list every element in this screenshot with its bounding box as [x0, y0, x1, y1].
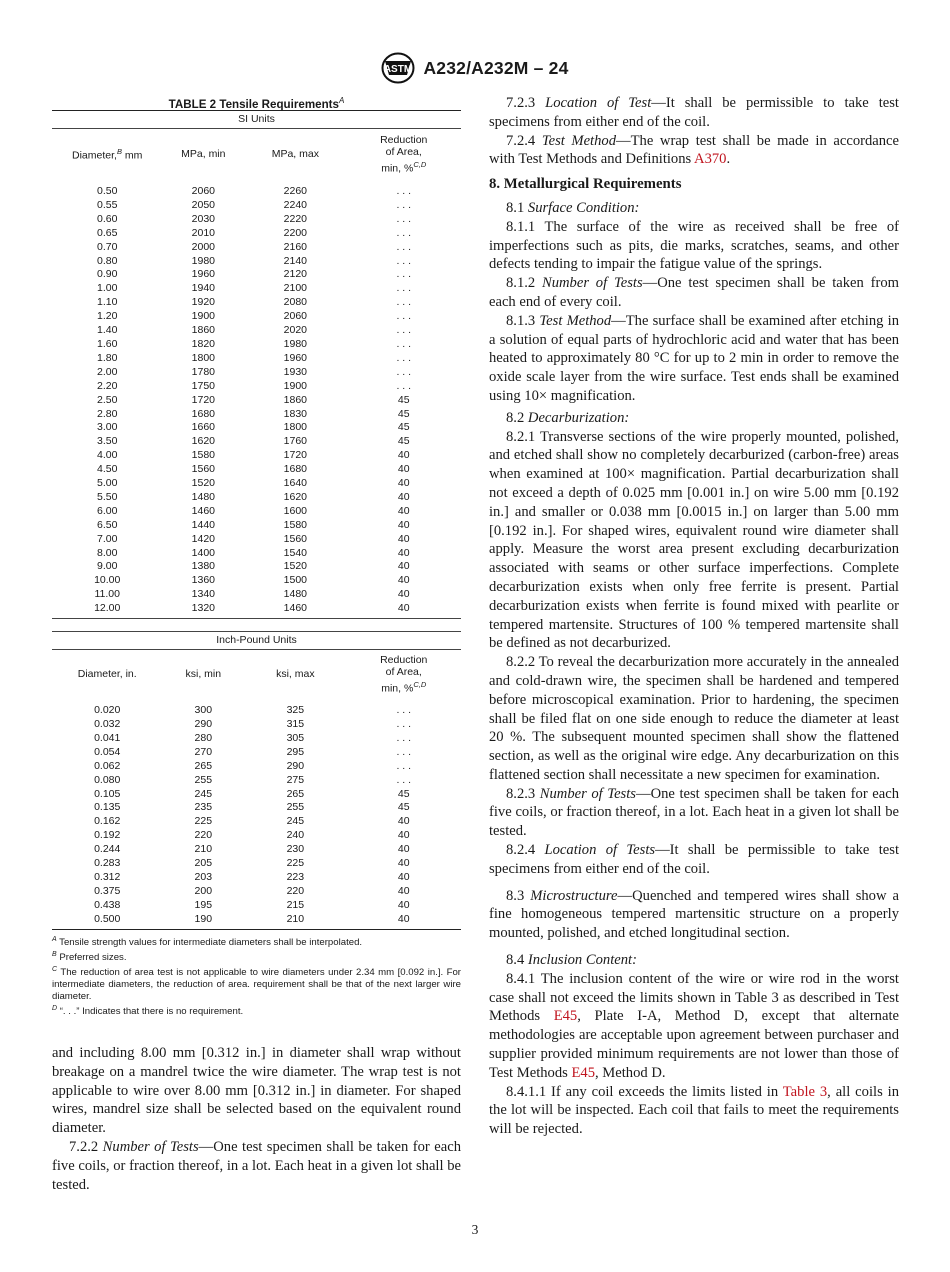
table-row [52, 774, 461, 788]
table-cell: 220 [194, 829, 213, 842]
table-cell: 0.283 [94, 857, 121, 870]
table-caption: TABLE 2 Tensile Requirements$^A$ [168, 96, 345, 111]
table-cell: 1900 [283, 379, 308, 392]
table-cell: 2240 [283, 198, 308, 211]
table-cell: 0.65 [96, 226, 118, 239]
table-cell: 1.80 [96, 351, 118, 364]
table-cell: 6.00 [96, 504, 118, 517]
table-cell: 190 [194, 912, 213, 925]
table-cell: 2200 [283, 226, 308, 239]
table-cell: 1720 [191, 393, 215, 406]
table-cell: 1750 [191, 379, 215, 392]
col-reduction-of-area: Reduction of Area, min, %$^{C,D}$ [380, 133, 428, 174]
inch-pound-units-table [52, 650, 461, 927]
table-cell: 1780 [191, 365, 215, 378]
table-row [52, 718, 461, 732]
table-cell: 40 [397, 532, 410, 545]
table-cell: 45 [397, 435, 410, 448]
table-row [52, 519, 461, 533]
table-cell: 0.041 [94, 731, 121, 744]
table-row [52, 704, 461, 718]
table-cell: 12.00 [94, 602, 121, 615]
paragraph-8-1: 8.1 Surface Condition: [506, 199, 640, 216]
table-cell: 2220 [283, 212, 308, 225]
astm-logo-text: ASTM [384, 64, 413, 75]
table-cell: 40 [397, 870, 410, 883]
paragraph-8-2-3: 8.2.3 Number of Tests—One test specimen shall be taken for each five coils, or fraction thereof, in a lot. Each heat in a given lot shall be tested. [489, 785, 899, 840]
table-row [52, 324, 461, 338]
table-cell: 305 [286, 731, 305, 744]
table-cell: 1560 [283, 532, 308, 545]
table-row [52, 899, 461, 913]
table-cell: 230 [286, 843, 305, 856]
table-cell: 9.00 [96, 560, 118, 573]
table-cell: 3.50 [96, 435, 118, 448]
table-row [52, 547, 461, 561]
table-cell: 1480 [191, 490, 215, 503]
link-a370[interactable]: A370 [694, 151, 727, 168]
table-row [52, 574, 461, 588]
table-cell: 1680 [191, 407, 215, 420]
table-cell: 7.00 [96, 532, 118, 545]
table-row [52, 310, 461, 324]
table-cell: . . . [396, 351, 412, 364]
paragraph-7-2-1-continued: and including 8.00 mm [0.312 in.] in diameter shall wrap without breakage on a mandrel twice the wire diameter. The wrap test is not applicable to wire over 8.00 mm [0.312 in.] in diameter. For shaped wires, mandrel size shall be selected based on the equivalent round diameter. [52, 1045, 461, 1137]
table-cell: 1960 [283, 351, 308, 364]
table-cell: 1340 [191, 588, 215, 601]
document-designation: A232/A232M – 24 [423, 57, 569, 78]
table-cell: 1.60 [96, 337, 118, 350]
table-cell: 1980 [283, 337, 308, 350]
table-cell: 290 [194, 718, 213, 730]
table-cell: 1900 [191, 310, 215, 323]
paragraph-8-3: 8.3 Microstructure—Quenched and tempered wires shall show a fine homogeneous tempered martensitic structure on a properly mounted, polished, and etched longitudinal section. [489, 887, 899, 942]
table-cell: 205 [194, 857, 213, 870]
table-cell: 2.00 [96, 365, 118, 378]
table-cell: 235 [194, 801, 213, 814]
table-row [52, 588, 461, 602]
left-column-text [52, 1044, 461, 1194]
table-cell: 40 [397, 829, 410, 842]
table-cell: . . . [396, 745, 412, 758]
table-cell: 245 [194, 787, 213, 800]
table-row [52, 801, 461, 815]
table-cell: 223 [286, 870, 305, 883]
table-cell: 2030 [191, 212, 215, 225]
table-cell: 1820 [191, 337, 215, 350]
table-cell: . . . [396, 759, 412, 772]
table-cell: 1860 [191, 324, 215, 337]
table-cell: 45 [397, 787, 410, 800]
table-row [52, 366, 461, 380]
table-row [52, 477, 461, 491]
page-header [0, 52, 950, 89]
paragraph-8-1-1: 8.1.1 The surface of the wire as received shall be free of imperfections such as pits, die marks, scratches, seams, and other defects tending to impair the fatigue value of the springs. [489, 218, 899, 273]
table-cell: 325 [286, 704, 305, 717]
table-cell: 2000 [191, 240, 215, 253]
table-cell: 210 [194, 843, 213, 856]
table-cell: . . . [396, 198, 412, 211]
table-row [52, 857, 461, 871]
table-cell: 6.50 [96, 518, 118, 531]
table-cell: . . . [396, 773, 412, 786]
table-cell: 45 [397, 801, 410, 814]
table-cell: 1960 [191, 268, 215, 281]
table-cell: 1800 [283, 421, 308, 434]
table-cell: 1.20 [96, 310, 118, 323]
table-cell: 1860 [283, 393, 308, 406]
table-cell: 0.135 [94, 801, 121, 814]
table-cell: 0.062 [94, 759, 121, 772]
table-row [52, 255, 461, 269]
table-cell: 0.192 [94, 829, 121, 842]
astm-logo-icon [381, 52, 415, 84]
table-cell: 265 [286, 787, 305, 800]
table-cell: 1800 [191, 351, 215, 364]
table-cell: 2.20 [96, 379, 118, 392]
table-row [52, 435, 461, 449]
table-cell: 220 [286, 884, 305, 897]
table-row [52, 871, 461, 885]
paragraph-8-1-3: 8.1.3 Test Method—The surface shall be examined after etching in a solution of equal parts of hydrochloric acid and water that has been heated to approximately 80 °C for up to 2 min in order to remove the oxide scale layer from the wire surface. Test ends shall be examined using 10× magnification. [489, 312, 899, 404]
table-cell: 1920 [191, 296, 215, 309]
table-row [52, 746, 461, 760]
table-cell: 40 [397, 815, 410, 828]
table-cell: 1600 [283, 504, 308, 517]
table-cell: 40 [397, 588, 410, 601]
table-cell: 40 [397, 490, 410, 503]
table-cell: 45 [397, 407, 410, 420]
table-cell: . . . [396, 254, 412, 267]
table-cell: 40 [397, 857, 410, 870]
table-cell: 1560 [191, 463, 215, 476]
si-units-title: SI Units [238, 113, 275, 125]
table-cell: 1580 [283, 518, 308, 531]
table-cell: 225 [194, 815, 213, 828]
footnote-a: $^A$ Tensile strength values for intermediate diameters shall be interpolated. [52, 935, 363, 948]
table-row [52, 788, 461, 802]
table-cell: 225 [286, 857, 305, 870]
table-cell: 255 [194, 773, 213, 786]
table-cell: 8.00 [96, 546, 118, 559]
table-cell: 40 [397, 602, 410, 615]
right-column-text [489, 94, 899, 1139]
table-row [52, 732, 461, 746]
paragraph-8-1-2: 8.1.2 Number of Tests—One test specimen shall be taken from each end of every coil. [489, 275, 899, 310]
table-cell: 40 [397, 843, 410, 856]
table-row [52, 885, 461, 899]
table-cell: 1.10 [96, 296, 118, 309]
table-row [52, 491, 461, 505]
table-cell: 11.00 [94, 588, 120, 601]
table-cell: . . . [396, 379, 412, 392]
table-cell: . . . [396, 718, 412, 730]
paragraph-8-2: 8.2 Decarburization: [506, 409, 630, 426]
table-cell: 0.50 [96, 185, 118, 197]
table-cell: 5.50 [96, 490, 118, 503]
col-diameter-mm: Diameter,$^B$ mm [72, 147, 143, 162]
table-cell: 10.00 [94, 574, 121, 587]
paragraph-8-4: 8.4 Inclusion Content: [506, 952, 637, 969]
table-row [52, 199, 461, 213]
table-cell: 2120 [283, 268, 308, 281]
table-cell: 2060 [191, 185, 215, 197]
table-cell: 1380 [191, 560, 215, 573]
table-cell: 2020 [283, 324, 308, 337]
page-number: 3 [471, 1222, 479, 1237]
table-cell: 2.50 [96, 393, 118, 406]
table-cell: 240 [286, 829, 305, 842]
table-2-tensile-requirements [52, 92, 461, 1018]
table-cell: 1.40 [96, 324, 118, 337]
table-cell: 0.90 [96, 268, 118, 281]
paragraph-7-2-2: 7.2.2 Number of Tests—One test specimen shall be taken for each five coils, or fraction thereof, in a lot. Each heat in a given lot shall be tested. [52, 1138, 461, 1193]
table-row [52, 463, 461, 477]
table-cell: 40 [397, 449, 410, 462]
paragraph-7-2-4: 7.2.4 Test Method—The wrap test shall be made in accordance with Test Methods and Definitions A370. [489, 132, 900, 168]
table-cell: 0.55 [96, 198, 118, 211]
table-row [52, 296, 461, 310]
table-row [52, 760, 461, 774]
table-cell: 1580 [191, 449, 215, 462]
table-row [52, 505, 461, 519]
link-e45-first[interactable]: E45 [553, 1008, 578, 1025]
paragraph-7-2-3: 7.2.3 Location of Test—It shall be permissible to take test specimens from either end of the coil. [489, 95, 899, 130]
table-cell: . . . [396, 365, 412, 378]
table-cell: 195 [194, 898, 213, 911]
paragraph-8-2-2: 8.2.2 To reveal the decarburization more accurately in the annealed and cold-drawn wire, the specimen shall be hardened and tempered before microscopical examination. Prior to hardening, the specimen shall be filed flat on one side enough to reduce the diameter at least 20 %. The subsequent mounted specimen shall show the flattened section, as well as the original wire edge. Any decarburization on this flattened section shall necessitate a new specimen for examination. [489, 654, 899, 783]
table-cell: 0.60 [96, 212, 118, 225]
table-row [52, 560, 461, 574]
table-cell: 2260 [283, 185, 308, 197]
table-cell: 295 [286, 745, 305, 758]
table-cell: 2100 [283, 282, 308, 295]
table-cell: 40 [397, 477, 410, 490]
table-cell: 245 [286, 815, 305, 828]
table-cell: 1460 [283, 602, 308, 615]
table-cell: 0.244 [94, 843, 121, 856]
table-cell: 1640 [283, 477, 308, 490]
table-cell: 1980 [191, 254, 215, 267]
table-cell: 0.020 [94, 704, 121, 717]
footnote-c: $^C$ The reduction of area test is not applicable to wire diameters under 2.34 mm [0.092 in.]. For intermediate diameters, the reduction of area. requirement shall be that of the next larger wire diameter. [52, 965, 461, 1003]
table-cell: . . . [396, 337, 412, 350]
table-cell: 4.50 [96, 463, 118, 476]
section-8-heading: 8. Metallurgical Requirements [489, 176, 682, 193]
table-cell: 40 [397, 912, 410, 925]
table-cell: 2060 [283, 310, 308, 323]
table-row [52, 394, 461, 408]
table-cell: 1930 [283, 365, 308, 378]
inch-pound-units-title: Inch-Pound Units [216, 634, 297, 647]
table-cell: 2160 [283, 240, 308, 253]
table-cell: 3.00 [96, 421, 118, 434]
paragraph-8-4-1-1: 8.4.1.1 If any coil exceeds the limits listed in Table 3, all coils in the lot will be inspected. Each coil that fails to meet the requirements will be rejected. [489, 1083, 899, 1138]
table-cell: 2080 [283, 296, 308, 309]
table-cell: 255 [286, 801, 305, 814]
col-ksi-min: ksi, min [185, 667, 222, 680]
table-row [52, 227, 461, 241]
table-cell: 210 [286, 912, 305, 925]
paragraph-8-2-1: 8.2.1 Transverse sections of the wire properly mounted, polished, and etched shall show no completely decarburized (carbon-free) areas when examined at 100× magnification. Partial decarburization shall not exceed a depth of 0.025 mm [0.001 in.] on wire 5.00 mm [0.192 in.] and smaller or 0.038 mm [0.0015 in.] on larger than 5.00 mm [0.192 in.]. For shaped wires, equivalent round wire diameter shall apply. Measure the worst area present excluding decarburization associated with seams or other surface imperfections. Complete decarburization exists when only free ferrite is present. Partial decarburization exists when ferrite is found mixed with pearlite or tempered martensite. Structures of 100 % tempered martensite shall be defined as not decarburized. [489, 428, 899, 652]
table-cell: 40 [397, 518, 410, 531]
inch-pound-units-rows [52, 698, 461, 927]
table-row [52, 815, 461, 829]
table-cell: 1540 [283, 546, 308, 559]
table-cell: 275 [286, 773, 305, 786]
table-cell: 1400 [191, 546, 215, 559]
table-cell: 40 [397, 560, 410, 573]
table-cell: 1760 [283, 435, 308, 448]
table-cell: 1.00 [96, 282, 118, 295]
table-cell: 0.80 [96, 254, 118, 267]
table-cell: . . . [396, 185, 412, 197]
table-cell: 1420 [191, 532, 215, 545]
link-e45-second[interactable]: E45 [571, 1064, 595, 1081]
table-row [52, 338, 461, 352]
table-cell: 45 [397, 421, 410, 434]
table-row [52, 913, 461, 927]
table-cell: 1620 [283, 490, 308, 503]
table-cell: 290 [286, 759, 305, 772]
col-mpa-min: MPa, min [181, 147, 226, 160]
table-cell: . . . [396, 310, 412, 323]
col-ksi-max: ksi, max [276, 667, 315, 680]
table-cell: 1720 [283, 449, 308, 462]
table-cell: 300 [194, 704, 213, 717]
table-cell: 2.80 [96, 407, 118, 420]
table-cell: 0.500 [94, 912, 121, 925]
paragraph-8-2-4: 8.2.4 Location of Tests—It shall be permissible to take test specimens from either end of the coil. [489, 842, 899, 877]
table-cell: 203 [194, 870, 213, 883]
table-row [52, 421, 461, 435]
table-row [52, 533, 461, 547]
table-row [52, 449, 461, 463]
table-cell: 0.312 [94, 870, 121, 883]
table-cell: . . . [396, 324, 412, 337]
table-cell: 1830 [283, 407, 308, 420]
table-row [52, 185, 461, 199]
footnote-d: $^D$ “. . .” Indicates that there is no requirement. [52, 1005, 244, 1018]
table-cell: 40 [397, 463, 410, 476]
table-cell: 1660 [191, 421, 215, 434]
table-row [52, 282, 461, 296]
table-row [52, 829, 461, 843]
col-reduction-of-area-in: Reduction of Area, min, %$^{C,D}$ [380, 653, 428, 695]
table-cell: 2010 [191, 226, 215, 239]
col-diameter-in: Diameter, in. [77, 667, 137, 680]
table-cell: 1440 [191, 518, 215, 531]
table-cell: 0.032 [94, 718, 121, 730]
table-footnotes [52, 934, 461, 1019]
table-cell: 0.080 [94, 773, 121, 786]
table-cell: 280 [194, 731, 213, 744]
table-cell: 0.375 [94, 884, 121, 897]
table-cell: 40 [397, 504, 410, 517]
table-cell: 1320 [191, 602, 215, 615]
table-cell: 1940 [191, 282, 215, 295]
table-cell: 1520 [191, 477, 215, 490]
table-cell: . . . [396, 240, 412, 253]
table-cell: . . . [396, 212, 412, 225]
table-cell: 1480 [283, 588, 308, 601]
table-cell: 1620 [191, 435, 215, 448]
table-cell: 1460 [191, 504, 215, 517]
table-cell: 0.054 [94, 745, 121, 758]
table-row [52, 213, 461, 227]
table-cell: 200 [194, 884, 213, 897]
table-cell: 0.438 [94, 898, 121, 911]
footnote-b: $^B$ Preferred sizes. [52, 950, 127, 963]
table-cell: 1360 [191, 574, 215, 587]
table-cell: 1680 [283, 463, 308, 476]
paragraph-8-4-1: 8.4.1 The inclusion content of the wire or wire rod in the worst case shall not exceed the limits shown in Table 3 as described in Test Methods E45, Plate I-A, Method D, except that alternate methodologies are acceptable upon agreement between purchaser and supplier provided minimum requirements are not lower than those of Test Methods E45, Method D. [489, 970, 899, 1081]
table-cell: 2050 [191, 198, 215, 211]
table-cell: 265 [194, 759, 213, 772]
table-cell: . . . [396, 704, 412, 717]
table-cell: 0.105 [94, 787, 121, 800]
table-cell: . . . [396, 282, 412, 295]
table-cell: . . . [396, 296, 412, 309]
table-cell: 40 [397, 884, 410, 897]
si-units-table [52, 129, 461, 616]
table-row [52, 241, 461, 255]
table-cell: . . . [396, 731, 412, 744]
table-cell: 40 [397, 546, 410, 559]
table-cell: 4.00 [96, 449, 118, 462]
table-cell: . . . [396, 268, 412, 281]
table-row [52, 843, 461, 857]
table-cell: 1500 [283, 574, 308, 587]
table-cell: 2140 [283, 254, 308, 267]
table-row [52, 408, 461, 422]
table-row [52, 380, 461, 394]
table-row [52, 352, 461, 366]
table-cell: 0.70 [96, 240, 118, 253]
table-cell: . . . [396, 226, 412, 239]
table-cell: 0.162 [94, 815, 121, 828]
link-table-3[interactable]: Table 3 [782, 1083, 828, 1100]
table-cell: 5.00 [96, 477, 118, 490]
table-cell: 315 [286, 718, 305, 730]
table-cell: 215 [286, 898, 305, 911]
si-units-rows [52, 179, 461, 616]
table-cell: 1520 [283, 560, 308, 573]
table-cell: 40 [397, 574, 410, 587]
table-row [52, 268, 461, 282]
col-mpa-max: MPa, max [271, 147, 319, 160]
table-cell: 270 [194, 745, 213, 758]
table-cell: 40 [397, 898, 410, 911]
table-row [52, 602, 461, 616]
table-cell: 45 [397, 393, 410, 406]
